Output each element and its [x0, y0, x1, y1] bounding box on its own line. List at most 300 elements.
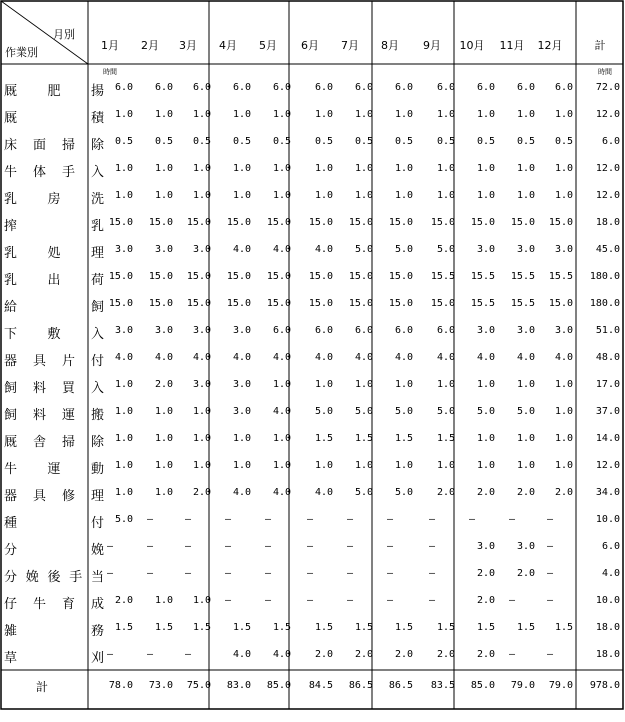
- table-cell: 1.0: [436, 460, 455, 471]
- table-cell: 5.0: [436, 244, 455, 255]
- row-label: 厩 肥 揚: [4, 84, 104, 99]
- table-cell: 6.0: [354, 325, 373, 336]
- table-cell: 6.0: [354, 82, 373, 93]
- table-cell: —: [508, 649, 516, 660]
- table-cell: 1.0: [272, 433, 291, 444]
- corner-task-label: 作業別: [5, 46, 38, 59]
- sum-cell: 84.5: [308, 680, 333, 691]
- table-cell: 6.0: [114, 82, 133, 93]
- sum-cell: 79.0: [510, 680, 535, 691]
- table-cell: —: [386, 595, 394, 606]
- table-cell: 1.5: [354, 622, 373, 633]
- row-label: 牛 運 動: [4, 462, 104, 477]
- table-cell: 15.0: [186, 271, 211, 282]
- month-header: 1月: [101, 39, 119, 52]
- table-cell: 1.5: [114, 622, 133, 633]
- table-cell: —: [306, 568, 314, 579]
- row-total: 12.0: [595, 109, 620, 120]
- table-cell: —: [184, 649, 192, 660]
- sum-cell: 83.5: [430, 680, 455, 691]
- table-cell: 15.0: [430, 298, 455, 309]
- table-cell: —: [546, 514, 554, 525]
- table-cell: 6.0: [436, 325, 455, 336]
- table-cell: 15.0: [108, 271, 133, 282]
- table-cell: 1.0: [476, 163, 495, 174]
- sum-label: 計: [36, 680, 49, 694]
- table-cell: 1.0: [554, 190, 573, 201]
- month-header: 9月: [423, 39, 441, 52]
- table-cell: 1.5: [394, 622, 413, 633]
- table-cell: 15.5: [510, 271, 535, 282]
- table-cell: 1.0: [436, 190, 455, 201]
- table-cell: 15.5: [548, 271, 573, 282]
- table-cell: 1.0: [192, 163, 211, 174]
- row-total: 10.0: [595, 595, 620, 606]
- table-cell: 1.0: [114, 433, 133, 444]
- table-cell: 1.5: [436, 622, 455, 633]
- table-cell: 1.0: [516, 190, 535, 201]
- table-cell: 5.0: [476, 406, 495, 417]
- row-label: 下 敷 入: [4, 327, 104, 342]
- table-cell: 1.0: [394, 379, 413, 390]
- table-cell: 15.0: [430, 217, 455, 228]
- table-cell: 5.0: [114, 514, 133, 525]
- sum-cell: 85.0: [266, 680, 291, 691]
- table-cell: 1.0: [394, 163, 413, 174]
- table-cell: 4.0: [272, 487, 291, 498]
- table-cell: 15.0: [388, 298, 413, 309]
- month-header: 11月: [499, 39, 525, 52]
- row-total: 12.0: [595, 163, 620, 174]
- table-cell: —: [306, 541, 314, 552]
- total-header: 計: [594, 39, 606, 52]
- table-cell: —: [546, 595, 554, 606]
- unit-label-month: 時間: [103, 68, 117, 76]
- row-total: 37.0: [595, 406, 620, 417]
- table-cell: 4.0: [232, 244, 251, 255]
- table-cell: 4.0: [192, 352, 211, 363]
- table-cell: 3.0: [232, 406, 251, 417]
- table-cell: 1.0: [516, 163, 535, 174]
- row-label: 厩 積: [4, 111, 104, 126]
- table-cell: 1.0: [516, 379, 535, 390]
- table-cell: 4.0: [272, 649, 291, 660]
- table-cell: 1.0: [554, 109, 573, 120]
- table-cell: 1.0: [272, 163, 291, 174]
- table-cell: 3.0: [232, 325, 251, 336]
- table-cell: 3.0: [192, 379, 211, 390]
- table-cell: 2.0: [476, 595, 495, 606]
- table-cell: 1.0: [554, 433, 573, 444]
- table-cell: 15.5: [470, 271, 495, 282]
- table-cell: 4.0: [516, 352, 535, 363]
- row-total: 45.0: [595, 244, 620, 255]
- table-cell: —: [224, 568, 232, 579]
- table-cell: 3.0: [154, 244, 173, 255]
- table-cell: 1.0: [154, 163, 173, 174]
- table-cell: 1.0: [476, 190, 495, 201]
- table-cell: 6.0: [394, 325, 413, 336]
- table-cell: 6.0: [394, 82, 413, 93]
- table-cell: 1.0: [476, 379, 495, 390]
- table-cell: 0.5: [354, 136, 373, 147]
- row-total: 72.0: [595, 82, 620, 93]
- row-label: 仔 牛 育 成: [4, 597, 104, 612]
- table-cell: 15.0: [226, 298, 251, 309]
- table-cell: 15.0: [108, 217, 133, 228]
- table-cell: 1.0: [232, 163, 251, 174]
- table-cell: —: [106, 568, 114, 579]
- table-cell: 6.0: [314, 325, 333, 336]
- table-cell: 2.0: [476, 568, 495, 579]
- table-cell: 15.0: [266, 217, 291, 228]
- row-label: 牛 体 手 入: [4, 165, 104, 180]
- table-cell: —: [146, 649, 154, 660]
- row-label: 乳 出 荷: [4, 273, 104, 288]
- table-cell: 3.0: [232, 379, 251, 390]
- row-label: 厩 舎 掃 除: [4, 435, 104, 450]
- table-cell: —: [428, 541, 436, 552]
- table-cell: 1.0: [114, 379, 133, 390]
- sum-cell: 78.0: [108, 680, 133, 691]
- row-total: 18.0: [595, 622, 620, 633]
- table-cell: 6.0: [272, 325, 291, 336]
- table-cell: 4.0: [232, 487, 251, 498]
- table-cell: 3.0: [114, 244, 133, 255]
- table-cell: —: [184, 568, 192, 579]
- table-cell: 1.0: [192, 595, 211, 606]
- table-cell: 1.5: [154, 622, 173, 633]
- table-cell: 2.0: [154, 379, 173, 390]
- table-cell: 1.0: [314, 109, 333, 120]
- table-cell: 0.5: [272, 136, 291, 147]
- table-cell: 0.5: [232, 136, 251, 147]
- table-cell: 4.0: [272, 352, 291, 363]
- sum-cell: 86.5: [348, 680, 373, 691]
- row-label: 飼 料 買 入: [4, 381, 104, 396]
- table-cell: 1.0: [476, 433, 495, 444]
- table-cell: 1.0: [354, 379, 373, 390]
- table-cell: 4.0: [476, 352, 495, 363]
- table-cell: 1.5: [232, 622, 251, 633]
- table-cell: 1.5: [272, 622, 291, 633]
- table-cell: —: [146, 541, 154, 552]
- sum-cell: 83.0: [226, 680, 251, 691]
- table-cell: 15.0: [548, 217, 573, 228]
- table-cell: —: [346, 514, 354, 525]
- table-cell: 15.0: [266, 298, 291, 309]
- table-cell: 15.0: [388, 271, 413, 282]
- table-cell: —: [386, 568, 394, 579]
- table-cell: 3.0: [114, 325, 133, 336]
- table-cell: 2.0: [192, 487, 211, 498]
- table-cell: —: [428, 568, 436, 579]
- table-cell: 1.0: [154, 433, 173, 444]
- table-cell: 15.0: [348, 217, 373, 228]
- table-cell: 1.5: [314, 433, 333, 444]
- table-cell: 1.0: [554, 460, 573, 471]
- table-cell: 1.0: [232, 433, 251, 444]
- table-cell: 4.0: [232, 352, 251, 363]
- unit-label-total: 時間: [598, 68, 612, 76]
- table-cell: 15.0: [186, 217, 211, 228]
- table-cell: 3.0: [516, 541, 535, 552]
- table-cell: —: [224, 541, 232, 552]
- table-cell: 1.0: [154, 109, 173, 120]
- table-cell: 1.0: [232, 109, 251, 120]
- row-label: 飼 料 運 搬: [4, 408, 104, 423]
- row-label: 乳 房 洗: [4, 192, 104, 207]
- month-header: 6月: [301, 39, 319, 52]
- table-cell: 1.0: [314, 379, 333, 390]
- table-cell: —: [428, 514, 436, 525]
- table-cell: —: [546, 568, 554, 579]
- table-cell: 5.0: [394, 487, 413, 498]
- table-cell: 6.0: [476, 82, 495, 93]
- table-cell: 5.0: [394, 406, 413, 417]
- table-cell: —: [468, 514, 476, 525]
- table-cell: 1.0: [192, 190, 211, 201]
- table-cell: 1.0: [114, 460, 133, 471]
- table-cell: 1.0: [114, 109, 133, 120]
- table-cell: 2.0: [354, 649, 373, 660]
- month-header: 8月: [381, 39, 399, 52]
- table-cell: 4.0: [272, 406, 291, 417]
- table-cell: 1.0: [232, 190, 251, 201]
- table-cell: 0.5: [114, 136, 133, 147]
- table-cell: 1.5: [354, 433, 373, 444]
- table-cell: 1.0: [272, 109, 291, 120]
- row-label: 床 面 掃 除: [4, 138, 104, 153]
- row-total: 6.0: [601, 541, 620, 552]
- table-cell: 1.0: [354, 163, 373, 174]
- table-cell: 15.0: [348, 298, 373, 309]
- table-cell: 1.0: [394, 460, 413, 471]
- table-cell: —: [146, 568, 154, 579]
- row-label: 種 付: [4, 516, 104, 531]
- row-total: 51.0: [595, 325, 620, 336]
- table-cell: 1.5: [314, 622, 333, 633]
- table-cell: 1.0: [154, 595, 173, 606]
- table-cell: 1.0: [516, 460, 535, 471]
- table-cell: 15.0: [266, 271, 291, 282]
- table-cell: 1.0: [272, 190, 291, 201]
- table-cell: 1.0: [354, 109, 373, 120]
- table-cell: 15.5: [510, 298, 535, 309]
- month-header: 7月: [341, 39, 359, 52]
- row-total: 48.0: [595, 352, 620, 363]
- row-total: 14.0: [595, 433, 620, 444]
- table-cell: —: [264, 595, 272, 606]
- row-total: 17.0: [595, 379, 620, 390]
- table-cell: —: [224, 595, 232, 606]
- table-cell: 15.0: [308, 271, 333, 282]
- table-cell: 0.5: [554, 136, 573, 147]
- table-cell: 15.0: [148, 217, 173, 228]
- table-cell: 1.0: [516, 433, 535, 444]
- table-cell: —: [184, 514, 192, 525]
- table-cell: 2.0: [476, 649, 495, 660]
- table-cell: 3.0: [476, 325, 495, 336]
- table-cell: 15.0: [470, 217, 495, 228]
- row-label: 搾 乳: [4, 219, 104, 234]
- table-cell: 1.0: [272, 379, 291, 390]
- table-cell: 15.0: [308, 298, 333, 309]
- table-cell: 6.0: [554, 82, 573, 93]
- table-cell: 3.0: [154, 325, 173, 336]
- table-cell: 3.0: [476, 541, 495, 552]
- table-cell: —: [306, 514, 314, 525]
- table-cell: 1.0: [192, 460, 211, 471]
- table-cell: 1.0: [554, 406, 573, 417]
- table-cell: 5.0: [354, 487, 373, 498]
- table-cell: 6.0: [314, 82, 333, 93]
- table-cell: 1.0: [232, 460, 251, 471]
- grand-total: 978.0: [589, 680, 620, 691]
- table-cell: 1.5: [554, 622, 573, 633]
- table-cell: —: [508, 514, 516, 525]
- table-cell: 0.5: [436, 136, 455, 147]
- table-cell: 1.0: [314, 190, 333, 201]
- row-total: 6.0: [601, 136, 620, 147]
- table-cell: —: [264, 514, 272, 525]
- table-cell: 15.0: [148, 298, 173, 309]
- sum-cell: 79.0: [548, 680, 573, 691]
- table-cell: 1.0: [554, 163, 573, 174]
- table-cell: 3.0: [476, 244, 495, 255]
- table-cell: 4.0: [154, 352, 173, 363]
- row-label: 給 飼: [4, 300, 104, 315]
- table-cell: 1.0: [192, 109, 211, 120]
- table-cell: 1.0: [114, 487, 133, 498]
- table-cell: —: [508, 595, 516, 606]
- table-cell: 15.0: [226, 217, 251, 228]
- row-label: 分 娩 後 手 当: [4, 570, 104, 585]
- table-cell: 15.0: [388, 217, 413, 228]
- table-cell: 2.0: [476, 487, 495, 498]
- table-cell: —: [386, 514, 394, 525]
- table-cell: —: [306, 595, 314, 606]
- table-cell: 15.0: [226, 271, 251, 282]
- table-cell: 15.5: [430, 271, 455, 282]
- table-cell: —: [346, 595, 354, 606]
- table-cell: 4.0: [232, 649, 251, 660]
- table-cell: 1.0: [554, 379, 573, 390]
- table-cell: 1.0: [154, 487, 173, 498]
- table-cell: 4.0: [272, 244, 291, 255]
- table-cell: 15.0: [348, 271, 373, 282]
- table-cell: 4.0: [354, 352, 373, 363]
- month-header: 5月: [259, 39, 277, 52]
- table-cell: 3.0: [516, 325, 535, 336]
- table-cell: 6.0: [516, 82, 535, 93]
- row-total: 18.0: [595, 217, 620, 228]
- table-cell: 5.0: [436, 406, 455, 417]
- table-cell: 1.0: [114, 190, 133, 201]
- month-header: 3月: [179, 39, 197, 52]
- table-cell: 1.0: [154, 190, 173, 201]
- table-cell: 0.5: [516, 136, 535, 147]
- table-cell: 6.0: [154, 82, 173, 93]
- table-cell: 1.0: [192, 406, 211, 417]
- table-cell: 3.0: [554, 325, 573, 336]
- row-label: 雑 務: [4, 624, 104, 639]
- table-cell: 15.0: [510, 217, 535, 228]
- month-header: 12月: [537, 39, 563, 52]
- table-cell: 6.0: [272, 82, 291, 93]
- table-cell: 1.0: [394, 190, 413, 201]
- corner-month-label: 月別: [53, 28, 75, 41]
- table-cell: 3.0: [554, 244, 573, 255]
- table-cell: 6.0: [192, 82, 211, 93]
- month-header: 4月: [219, 39, 237, 52]
- row-label: 器 具 修 理: [4, 489, 104, 504]
- table-cell: 6.0: [232, 82, 251, 93]
- table-cell: —: [546, 541, 554, 552]
- table-cell: 15.0: [308, 217, 333, 228]
- table-cell: 1.0: [314, 460, 333, 471]
- table-cell: 5.0: [354, 244, 373, 255]
- table-cell: 15.5: [470, 298, 495, 309]
- table-cell: 4.0: [394, 352, 413, 363]
- table-cell: 2.0: [394, 649, 413, 660]
- table-cell: 0.5: [154, 136, 173, 147]
- row-total: 4.0: [601, 568, 620, 579]
- sum-cell: 85.0: [470, 680, 495, 691]
- table-cell: 0.5: [394, 136, 413, 147]
- table-cell: —: [264, 568, 272, 579]
- row-label: 分 娩: [4, 543, 104, 558]
- month-header: 2月: [141, 39, 159, 52]
- table-cell: 4.0: [314, 487, 333, 498]
- table-cell: 3.0: [192, 325, 211, 336]
- table-cell: 1.5: [394, 433, 413, 444]
- table-cell: 1.5: [192, 622, 211, 633]
- table-cell: 0.5: [476, 136, 495, 147]
- table-cell: 6.0: [436, 82, 455, 93]
- table-cell: 2.0: [516, 487, 535, 498]
- table-cell: 1.5: [516, 622, 535, 633]
- table-cell: 1.5: [436, 433, 455, 444]
- row-total: 180.0: [589, 298, 620, 309]
- table-cell: 5.0: [314, 406, 333, 417]
- table-cell: 15.0: [186, 298, 211, 309]
- table-cell: 4.0: [114, 352, 133, 363]
- table-cell: 2.0: [114, 595, 133, 606]
- table-cell: 2.0: [516, 568, 535, 579]
- row-total: 180.0: [589, 271, 620, 282]
- table-cell: —: [546, 649, 554, 660]
- table-cell: 1.0: [394, 109, 413, 120]
- row-total: 34.0: [595, 487, 620, 498]
- table-cell: —: [428, 595, 436, 606]
- table-cell: 1.0: [192, 433, 211, 444]
- table-cell: 1.0: [476, 109, 495, 120]
- table-cell: 1.0: [516, 109, 535, 120]
- table-cell: —: [106, 649, 114, 660]
- row-label: 乳 処 理: [4, 246, 104, 261]
- table-cell: 2.0: [314, 649, 333, 660]
- table-cell: 1.0: [154, 460, 173, 471]
- table-cell: 1.5: [476, 622, 495, 633]
- row-total: 12.0: [595, 190, 620, 201]
- table-cell: 1.0: [314, 163, 333, 174]
- table-cell: 15.0: [148, 271, 173, 282]
- sum-cell: 75.0: [186, 680, 211, 691]
- table-cell: 2.0: [554, 487, 573, 498]
- table-cell: 15.0: [108, 298, 133, 309]
- table-cell: 1.0: [114, 406, 133, 417]
